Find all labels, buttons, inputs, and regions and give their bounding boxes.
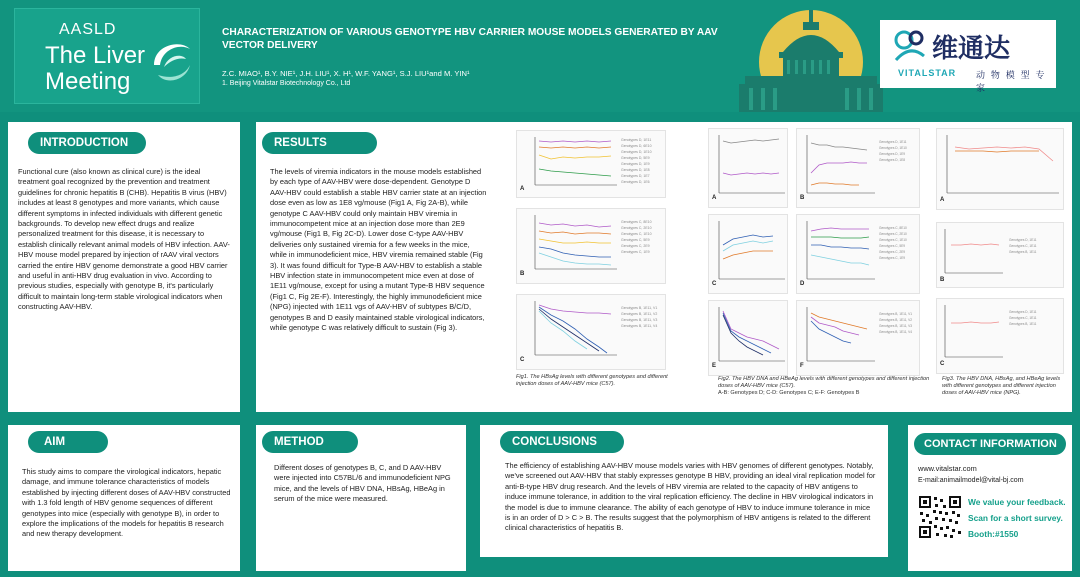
svg-text:Genotypes C, 2E9: Genotypes C, 2E9 [621, 244, 650, 248]
fig1-panel-c [516, 294, 666, 370]
fig1c-label: C [520, 357, 525, 363]
poster-header [0, 0, 1080, 112]
fig2b-chart [797, 129, 919, 207]
fig3a-chart [937, 129, 1063, 209]
svg-text:Genotypes B, 1E11, V4: Genotypes B, 1E11, V4 [621, 324, 658, 328]
conclusions-text: The efficiency of establishing AAV-HBV mouse models varies with HBV genomes of different genotypes. Notably, we've screened out AAV-HBV that stably expresses genotype B HBV, providing an ideal viral replication model for anti-B-type HBV drug research. And the levels of HBV viremia are related to the capacity of HBV antigens to induce immune tolerance, in addition to the viral replication efficiency. The decline in HBV virological indicators in the model is due to immune clearance. The ability of each genotype of HBV to induce immune tolerance in mice is in an order of D > C > B. The results suggest that the polymorphism of HBV antigens is related to the different clinical characteristics of hepatitis B. [505, 461, 876, 533]
fig1b-chart [517, 209, 665, 283]
contact-panel [908, 425, 1072, 571]
booth-number: Booth:#1550 [968, 529, 1019, 539]
svg-text:Genotypes C, 1E10: Genotypes C, 1E10 [621, 232, 652, 236]
svg-text:Genotypes C, 2E9: Genotypes C, 2E9 [879, 250, 906, 254]
survey-qr-code-icon[interactable] [918, 495, 962, 539]
author-list: Z.C. MIAO¹, B.Y. NIE¹, J.H. LIU¹, X. H¹, W.F. YANG¹, S.J. LIU¹and M. YIN¹ [222, 69, 470, 78]
svg-text:Genotypes D, 1E6: Genotypes D, 1E6 [621, 180, 650, 184]
fig1-panel-a [516, 130, 666, 198]
brand-name-en: VITALSTAR [898, 68, 957, 78]
liver-swirl-icon [150, 35, 194, 89]
fig3-panel-b [936, 222, 1064, 288]
contact-website[interactable]: www.vitalstar.com [918, 464, 977, 473]
logo-line-the-liver: The Liver [45, 42, 146, 69]
svg-text:Genotypes B, 1E11, V3: Genotypes B, 1E11, V3 [621, 318, 658, 322]
introduction-panel [8, 122, 240, 412]
svg-text:Genotypes C, 5E9: Genotypes C, 5E9 [879, 244, 906, 248]
introduction-heading: INTRODUCTION [28, 132, 146, 154]
fig3-panel-c [936, 298, 1064, 374]
aim-heading: AIM [28, 431, 108, 453]
svg-text:Genotypes C, 2E10: Genotypes C, 2E10 [879, 232, 907, 236]
fig3b-label: B [940, 277, 945, 283]
svg-text:Genotypes D, 1E10: Genotypes D, 1E10 [879, 146, 907, 150]
fig2e-label: E [712, 363, 717, 369]
aasld-logo [14, 8, 200, 104]
logo-line-meeting: Meeting [45, 68, 131, 95]
fig2-panel-e [708, 300, 788, 376]
svg-text:Genotypes D, 1E8: Genotypes D, 1E8 [879, 158, 906, 162]
results-heading: RESULTS [262, 132, 377, 154]
affiliation: 1. Beijing Vitalstar Biotechnology Co., Ltd [222, 80, 351, 87]
fig2f-chart [797, 301, 919, 375]
svg-text:Genotypes D, 6E10: Genotypes D, 6E10 [621, 144, 652, 148]
fig2b-label: B [800, 195, 805, 201]
fig3-panel-a [936, 128, 1064, 210]
fig1a-chart [517, 131, 665, 197]
svg-text:Genotypes B, 1E11: Genotypes B, 1E11 [1009, 322, 1037, 326]
svg-text:Genotypes B, 1E11: Genotypes B, 1E11 [1009, 250, 1037, 254]
vitalstar-mouse-icon [890, 26, 930, 66]
svg-text:Genotypes C, 1E11: Genotypes C, 1E11 [1009, 244, 1037, 248]
fig2f-label: F [800, 363, 804, 369]
fig2-caption-genotypes: A-B: Genotypes D; C-D: Genotypes C; E-F: Genotypes B [718, 390, 860, 396]
vitalstar-logo [880, 20, 1056, 94]
svg-text:Genotypes B, 1E11, V1: Genotypes B, 1E11, V1 [879, 312, 913, 316]
fig1b-label: B [520, 271, 525, 277]
fig2-panel-a [708, 128, 788, 208]
svg-text:Genotypes D, 1E9: Genotypes D, 1E9 [621, 162, 650, 166]
svg-text:Genotypes D, 1E7: Genotypes D, 1E7 [621, 174, 650, 178]
feedback-line-2: Scan for a short survey. [968, 513, 1063, 523]
svg-text:Genotypes D, 1E8: Genotypes D, 1E8 [621, 168, 650, 172]
fig1-caption: Fig1. The HBsAg levels with different genotypes and different injection doses of AAV-HBV mice (C57). [516, 374, 668, 387]
brand-slogan: 动 物 模 型 专 家 [976, 71, 1046, 94]
svg-text:Genotypes D, 1E11: Genotypes D, 1E11 [621, 138, 652, 142]
svg-text:Genotypes C, 2E10: Genotypes C, 2E10 [621, 226, 652, 230]
svg-text:Genotypes D, 1E10: Genotypes D, 1E10 [621, 150, 652, 154]
svg-text:Genotypes C, 5E9: Genotypes C, 5E9 [621, 238, 650, 242]
conclusions-panel [480, 425, 888, 557]
aim-text: This study aims to compare the virological indicators, hepatic damage, and immune tolerance characteristics of models established by injecting different doses of AAV-HBV constructed with 1.3 fold length of HBV genome sequences of different genotypes into mice (especially with genotype B), in order to explore the implications of the models for hepatitis B research and new therapy development. [22, 467, 231, 539]
fig2-panel-d [796, 214, 920, 294]
svg-text:Genotypes C, 8E10: Genotypes C, 8E10 [879, 226, 907, 230]
svg-text:Genotypes B, 1E11, V2: Genotypes B, 1E11, V2 [621, 312, 658, 316]
fig2-panel-c [708, 214, 788, 294]
svg-text:Genotypes C, 1E10: Genotypes C, 1E10 [879, 238, 907, 242]
fig1-panel-b [516, 208, 666, 284]
capitol-dome-icon [725, 8, 895, 112]
method-panel [256, 425, 466, 571]
svg-text:Genotypes D, 1E11: Genotypes D, 1E11 [1009, 238, 1037, 242]
brand-name-cn: 维通达 [932, 34, 1011, 64]
fig2e-chart [709, 301, 787, 375]
svg-text:Genotypes C, 1E11: Genotypes C, 1E11 [1009, 316, 1037, 320]
fig3-caption: Fig3. The HBV DNA, HBsAg, and HBeAg levels with different genotypes and different injection doses of AAV-HBV mice (NPG). [942, 376, 1061, 396]
feedback-line-1: We value your feedback. [968, 497, 1066, 507]
fig2d-chart [797, 215, 919, 293]
results-panel [256, 122, 1072, 412]
svg-text:Genotypes D, 1E9: Genotypes D, 1E9 [879, 152, 906, 156]
svg-text:Genotypes B, 1E11, V3: Genotypes B, 1E11, V3 [879, 324, 913, 328]
introduction-text: Functional cure (also known as clinical cure) is the ideal treatment goal recognized by the prevention and treatment guidelines for chronic hepatitis B (CHB). Hepatitis B virus (HBV) includes at least 8 genotypes and more variants, which cause different symptoms in infected individuals with different genetic backgrounds. To develop new effect drugs and realize personalized treatment for this disease, it is necessary to establish clinically relevant animal models of HBV infection. AAV-HBV mouse model prepared by injection of rAAV viral vectors carried the entire HBV genome demonstrate a good HBV carrier and useful in anti-HBV drug evaluation in vivo. According to previous studies, especially with genotype B, it's particularly difficult to maintain long-term stable virological indicators when constructing AAV-HBV. [18, 167, 230, 312]
fig3b-chart [937, 223, 1063, 287]
fig3c-label: C [940, 361, 945, 367]
svg-text:Genotypes B, 1E11, V4: Genotypes B, 1E11, V4 [879, 330, 913, 334]
fig3c-chart [937, 299, 1063, 373]
conclusions-heading: CONCLUSIONS [500, 431, 624, 453]
fig2-panel-f [796, 300, 920, 376]
fig2-panel-b [796, 128, 920, 208]
svg-text:Genotypes B, 1E11, V1: Genotypes B, 1E11, V1 [621, 306, 658, 310]
fig2c-chart [709, 215, 787, 293]
aim-panel [8, 425, 240, 571]
method-heading: METHOD [262, 431, 358, 453]
results-text: The levels of viremia indicators in the mouse models established by each type of AAV-HBV were dose-dependent. Genotype D AAV-HBV could establish a stable HBV carrier state at an injection dose even as low as 1E8 vg/mouse (Fig1 A, Fig 2A-B), while genotype C AAV-HBV could only maintain HBV viremia in immunocompetent mice at an injection dose more than 2E9 vg/mouse (Fig1 B, Fig 2C-D). Lower dose C-type AAV-HBV deliveries only sustained viremia for a few weeks in the mice, while in immunodeficient mice, HBV viremia remained stable (Fig 3). It was found difficult for Type-B AAV-HBV to establish a stable HBV infection state in immunocompetent mice even at dose of 1E11 vg/mouse, except for using a mutant Type-B HBV sequence (Fig1 C, Fig 2E-F). Interestingly, the highly immunodeficient mice (NPG) injected with 1E11 vgs of AAV-HBV of subtypes B/C/D, genotypes B and D easily maintained stable virological indicators, while genotype C was relatively difficult to sustain (Fig 3). [270, 167, 487, 333]
fig2-caption: Fig2. The HBV DNA and HBeAg levels with different genotypes and different injection doses of AAV-HBV mice (C57). [718, 376, 930, 389]
fig2d-label: D [800, 281, 805, 287]
svg-text:Genotypes D, 1E11: Genotypes D, 1E11 [1009, 310, 1037, 314]
svg-text:Genotypes C, 1E9: Genotypes C, 1E9 [621, 250, 650, 254]
contact-email[interactable]: E-mail:animailmodel@vital-bj.com [918, 477, 1024, 484]
method-text: Different doses of genotypes B, C, and D AAV-HBV were injected into C57BL/6 and immunodeficient NPG mice, and the levels of HBV DNA, HBsAg, HBeAg in serum of the mice were measured. [274, 463, 451, 504]
fig1c-chart [517, 295, 665, 369]
fig1a-label: A [520, 186, 525, 192]
svg-text:Genotypes D, 1E11: Genotypes D, 1E11 [879, 140, 907, 144]
contact-heading: CONTACT INFORMATION [914, 433, 1066, 455]
svg-text:Genotypes D, 5E9: Genotypes D, 5E9 [621, 156, 650, 160]
logo-aasld-text: AASLD [59, 21, 117, 38]
fig2a-chart [709, 129, 787, 207]
svg-text:Genotypes B, 1E11, V2: Genotypes B, 1E11, V2 [879, 318, 913, 322]
poster-title: CHARACTERIZATION OF VARIOUS GENOTYPE HBV CARRIER MOUSE MODELS GENERATED BY AAV VECTOR DELIVERY [222, 27, 718, 51]
fig2c-label: C [712, 281, 717, 287]
fig2a-label: A [712, 195, 717, 201]
svg-text:Genotypes C, 8E10: Genotypes C, 8E10 [621, 220, 652, 224]
fig3a-label: A [940, 197, 945, 203]
svg-text:Genotypes C, 1E9: Genotypes C, 1E9 [879, 256, 906, 260]
